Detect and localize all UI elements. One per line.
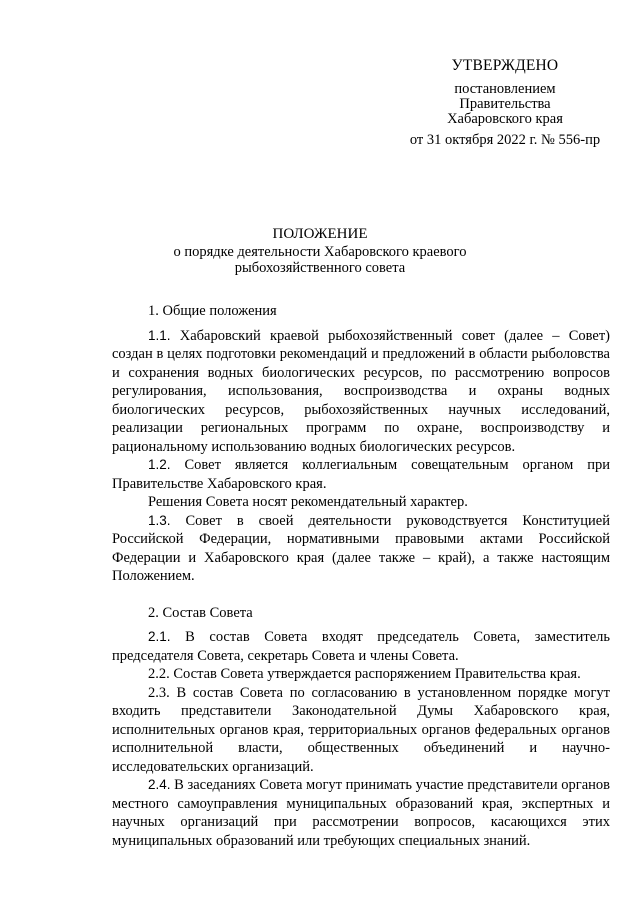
paragraph: 2.3. В состав Совета по согласованию в установленном порядке могут входить представители Законодательной Думы Хабаровского края, исполнительных органов края, территориальных органов федеральных органов исполнительной власти, общественных объединений и научно-исследовательских организаций.: [112, 684, 610, 775]
document-title: ПОЛОЖЕНИЕ: [272, 226, 368, 242]
document-body: [112, 302, 610, 850]
approval-line: постановлением: [454, 81, 556, 97]
paragraph-text: В заседаниях Совета могут принимать участие представители органов местного самоуправления муниципальных образований края, экспертных и научных организаций при рассмотрении вопросов, касающихся этих муниципальных образований или требующих специальных знаний.: [112, 777, 610, 849]
paragraph-text: Хабаровский краевой рыбохозяйственный совет (далее – Совет) создан в целях подготовки рекомендаций и предложений в области рыболовства и сохранения водных биологических ресурсов, по рассмотрению вопросов регулирования, использования, воспроизводства и охраны водных биологических ресурсов, рыбохозяйственных научных исследований, реализации региональных программ по охране, воспроизводству и рациональному использованию водных биологических ресурсов.: [112, 327, 610, 455]
document-subtitle: рыбохозяйственного совета: [234, 260, 406, 276]
paragraph: [112, 456, 610, 493]
approval-title: УТВЕРЖДЕНО: [451, 57, 559, 74]
paragraph-text: В состав Совета входят председатель Совета, заместитель председателя Совета, секретарь Совета и члены Совета.: [112, 629, 610, 664]
paragraph-number: 2.4.: [148, 777, 171, 792]
paragraph: [112, 327, 610, 457]
section-heading: 2. Состав Совета: [148, 604, 253, 621]
paragraph-number: 2.1.: [148, 629, 171, 644]
paragraph-text: Совет в своей деятельности руководствуется Конституцией Российской Федерации, нормативными правовыми актами Российской Федерации и Хабаровского края (далее также – край), а также настоящим Положением.: [112, 512, 610, 584]
document-subtitle: о порядке деятельности Хабаровского краевого: [173, 244, 467, 260]
approval-stamp: [400, 58, 610, 148]
paragraph: 2.2. Состав Совета утверждается распоряжением Правительства края.: [148, 666, 581, 682]
paragraph: [112, 628, 610, 665]
paragraph: Решения Совета носят рекомендательный характер.: [148, 494, 468, 510]
section-heading: 1. Общие положения: [148, 303, 277, 319]
approval-date: от 31 октября 2022 г. № 556-пр: [409, 132, 601, 148]
paragraph-number: 1.2.: [148, 457, 171, 472]
paragraph-number: 1.3.: [148, 512, 171, 528]
approval-line: Хабаровского края: [447, 111, 563, 127]
paragraph: [112, 512, 610, 586]
document-title-block: [80, 226, 560, 276]
paragraph-number: 1.1.: [148, 327, 171, 343]
paragraph: [112, 776, 610, 850]
paragraph-text: Совет является коллегиальным совещательным органом при Правительстве Хабаровского края.: [112, 457, 610, 492]
approval-line: Правительства: [459, 96, 551, 112]
